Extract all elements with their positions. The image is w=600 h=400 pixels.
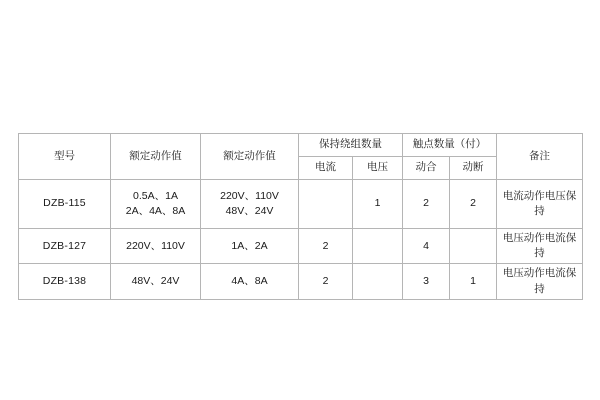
table-row: [19, 264, 583, 299]
cell-model: DZB-127: [19, 229, 111, 264]
cell-hold-current: 2: [299, 264, 353, 299]
cell-rated-action-2-line1: 220V、110V: [220, 189, 279, 202]
table-header-row-1: [19, 134, 583, 157]
cell-rated-action-1-line1: 0.5A、1A: [133, 189, 178, 202]
relay-model-spec-table: [18, 133, 583, 300]
table-row: [19, 180, 583, 229]
cell-remark: 电压动作电流保持: [497, 229, 583, 264]
table-container: [18, 133, 582, 300]
cell-contact-make: 2: [403, 180, 450, 229]
cell-rated-action-1: 48V、24V: [111, 264, 201, 299]
cell-hold-voltage: [353, 229, 403, 264]
cell-rated-action-1: [111, 180, 201, 229]
cell-hold-voltage: 1: [353, 180, 403, 229]
header-hold-current: 电流: [299, 157, 353, 180]
cell-hold-voltage: [353, 264, 403, 299]
header-contact-count: 触点数量（付）: [403, 134, 497, 157]
cell-model: DZB-138: [19, 264, 111, 299]
header-model: 型号: [19, 134, 111, 180]
cell-rated-action-1: 220V、110V: [111, 229, 201, 264]
cell-remark: 电流动作电压保持: [497, 180, 583, 229]
table-row: [19, 229, 583, 264]
cell-rated-action-2: [201, 180, 299, 229]
header-hold-winding-count: 保持绕组数量: [299, 134, 403, 157]
cell-rated-action-2-line2: 48V、24V: [225, 205, 274, 217]
cell-contact-break: 2: [450, 180, 497, 229]
cell-rated-action-1-line2: 2A、4A、8A: [125, 205, 186, 217]
cell-hold-current: [299, 180, 353, 229]
header-rated-action-1: 额定动作值: [111, 134, 201, 180]
header-rated-action-2: 额定动作值: [201, 134, 299, 180]
cell-model: DZB-115: [19, 180, 111, 229]
header-hold-voltage: 电压: [353, 157, 403, 180]
cell-contact-break: 1: [450, 264, 497, 299]
cell-contact-break: [450, 229, 497, 264]
header-contact-break: 动断: [450, 157, 497, 180]
header-contact-make: 动合: [403, 157, 450, 180]
cell-contact-make: 3: [403, 264, 450, 299]
cell-contact-make: 4: [403, 229, 450, 264]
cell-remark: 电压动作电流保持: [497, 264, 583, 299]
cell-rated-action-2: 1A、2A: [201, 229, 299, 264]
cell-hold-current: 2: [299, 229, 353, 264]
header-remark: 备注: [497, 134, 583, 180]
cell-rated-action-2: 4A、8A: [201, 264, 299, 299]
